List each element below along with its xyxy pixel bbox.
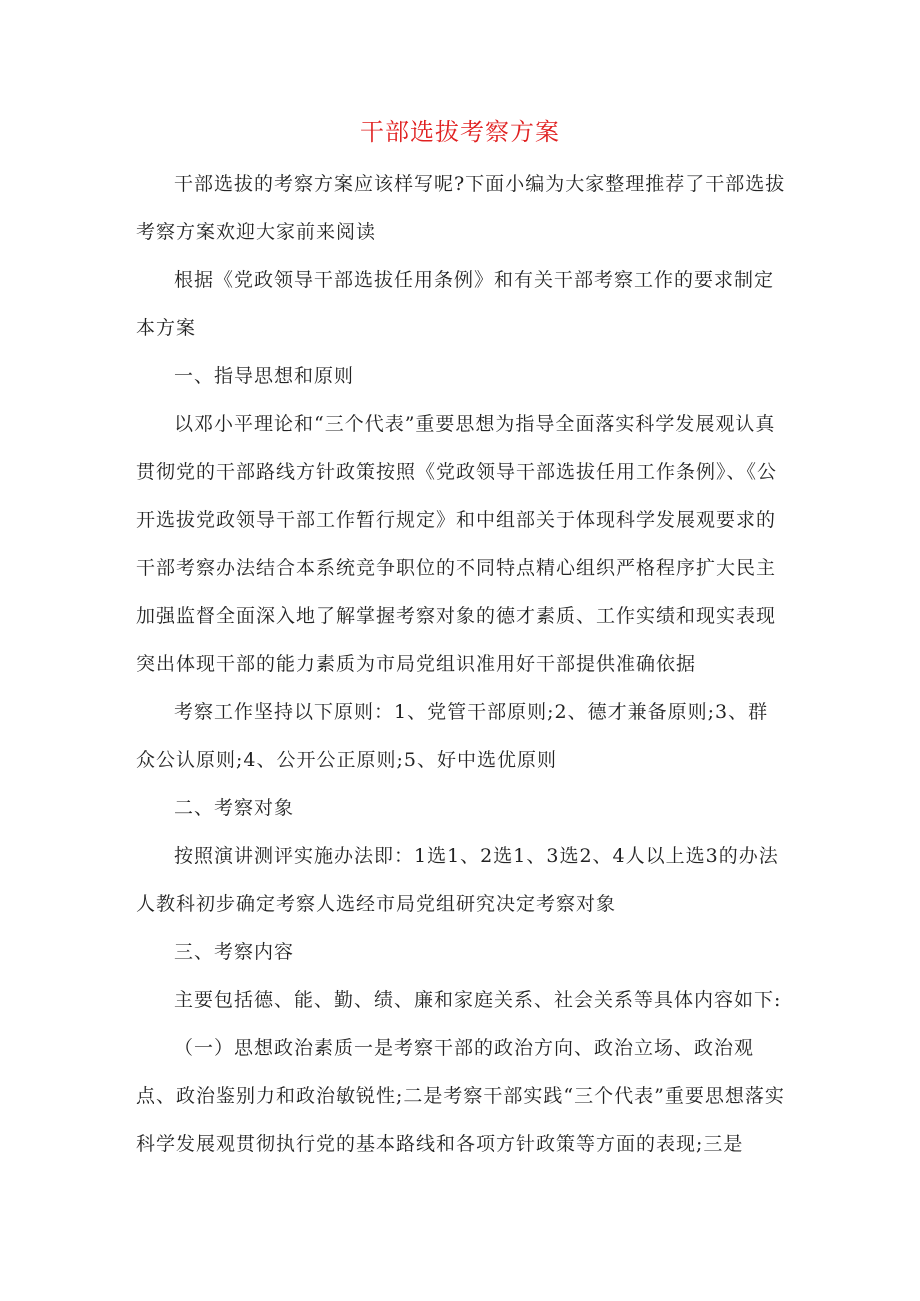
paragraph-guiding-thought: 以邓小平理论和“三个代表”重要思想为指导全面落实科学发展观认真贯彻党的干部路线方针政策按照《党政领导干部选拔任用工作条例》、《公开选拔党政领导干部工作暂行规定》和中组部关于体现科学发展观要求的干部考察办法结合本系统竞争职位的不同特点精心组织严格程序扩大民主加强监督全面深入地了解掌握考察对象的德才素质、工作实绩和现实表现突出体现干部的能力素质为市局党组识准用好干部提供准确依据 [136,413,778,675]
document-title: 干部选拔考察方案 [360,118,560,146]
section-heading-candidates: 二、考察对象 [174,797,295,819]
section-heading-guiding-principles: 一、指导思想和原则 [174,365,355,387]
document-body [136,160,786,1168]
paragraph-content-summary: 主要包括德、能、勤、绩、廉和家庭关系、社会关系等具体内容如下: [174,989,782,1011]
paragraph-principles: 考察工作坚持以下原则：1、党管干部原则;2、德才兼备原则;3、群众公认原则;4、公开公正原则;5、好中选优原则 [136,701,769,771]
paragraph-candidates: 按照演讲测评实施办法即：1选1、2选1、3选2、4人以上选3的办法人教科初步确定考察人选经市局党组研究决定考察对象 [136,845,779,915]
paragraph-basis: 根据《党政领导干部选拔任用条例》和有关干部考察工作的要求制定本方案 [136,269,775,339]
paragraph-political-quality: （一）思想政治素质一是考察干部的政治方向、政治立场、政治观点、政治鉴别力和政治敏锐性;二是考察干部实践“三个代表”重要思想落实科学发展观贯彻执行党的基本路线和各项方针政策等方面的表现;三是 [136,1037,785,1155]
paragraph-intro: 干部选拔的考察方案应该样写呢?下面小编为大家整理推荐了干部选拔考察方案欢迎大家前来阅读 [136,173,786,243]
section-heading-content: 三、考察内容 [174,941,295,963]
